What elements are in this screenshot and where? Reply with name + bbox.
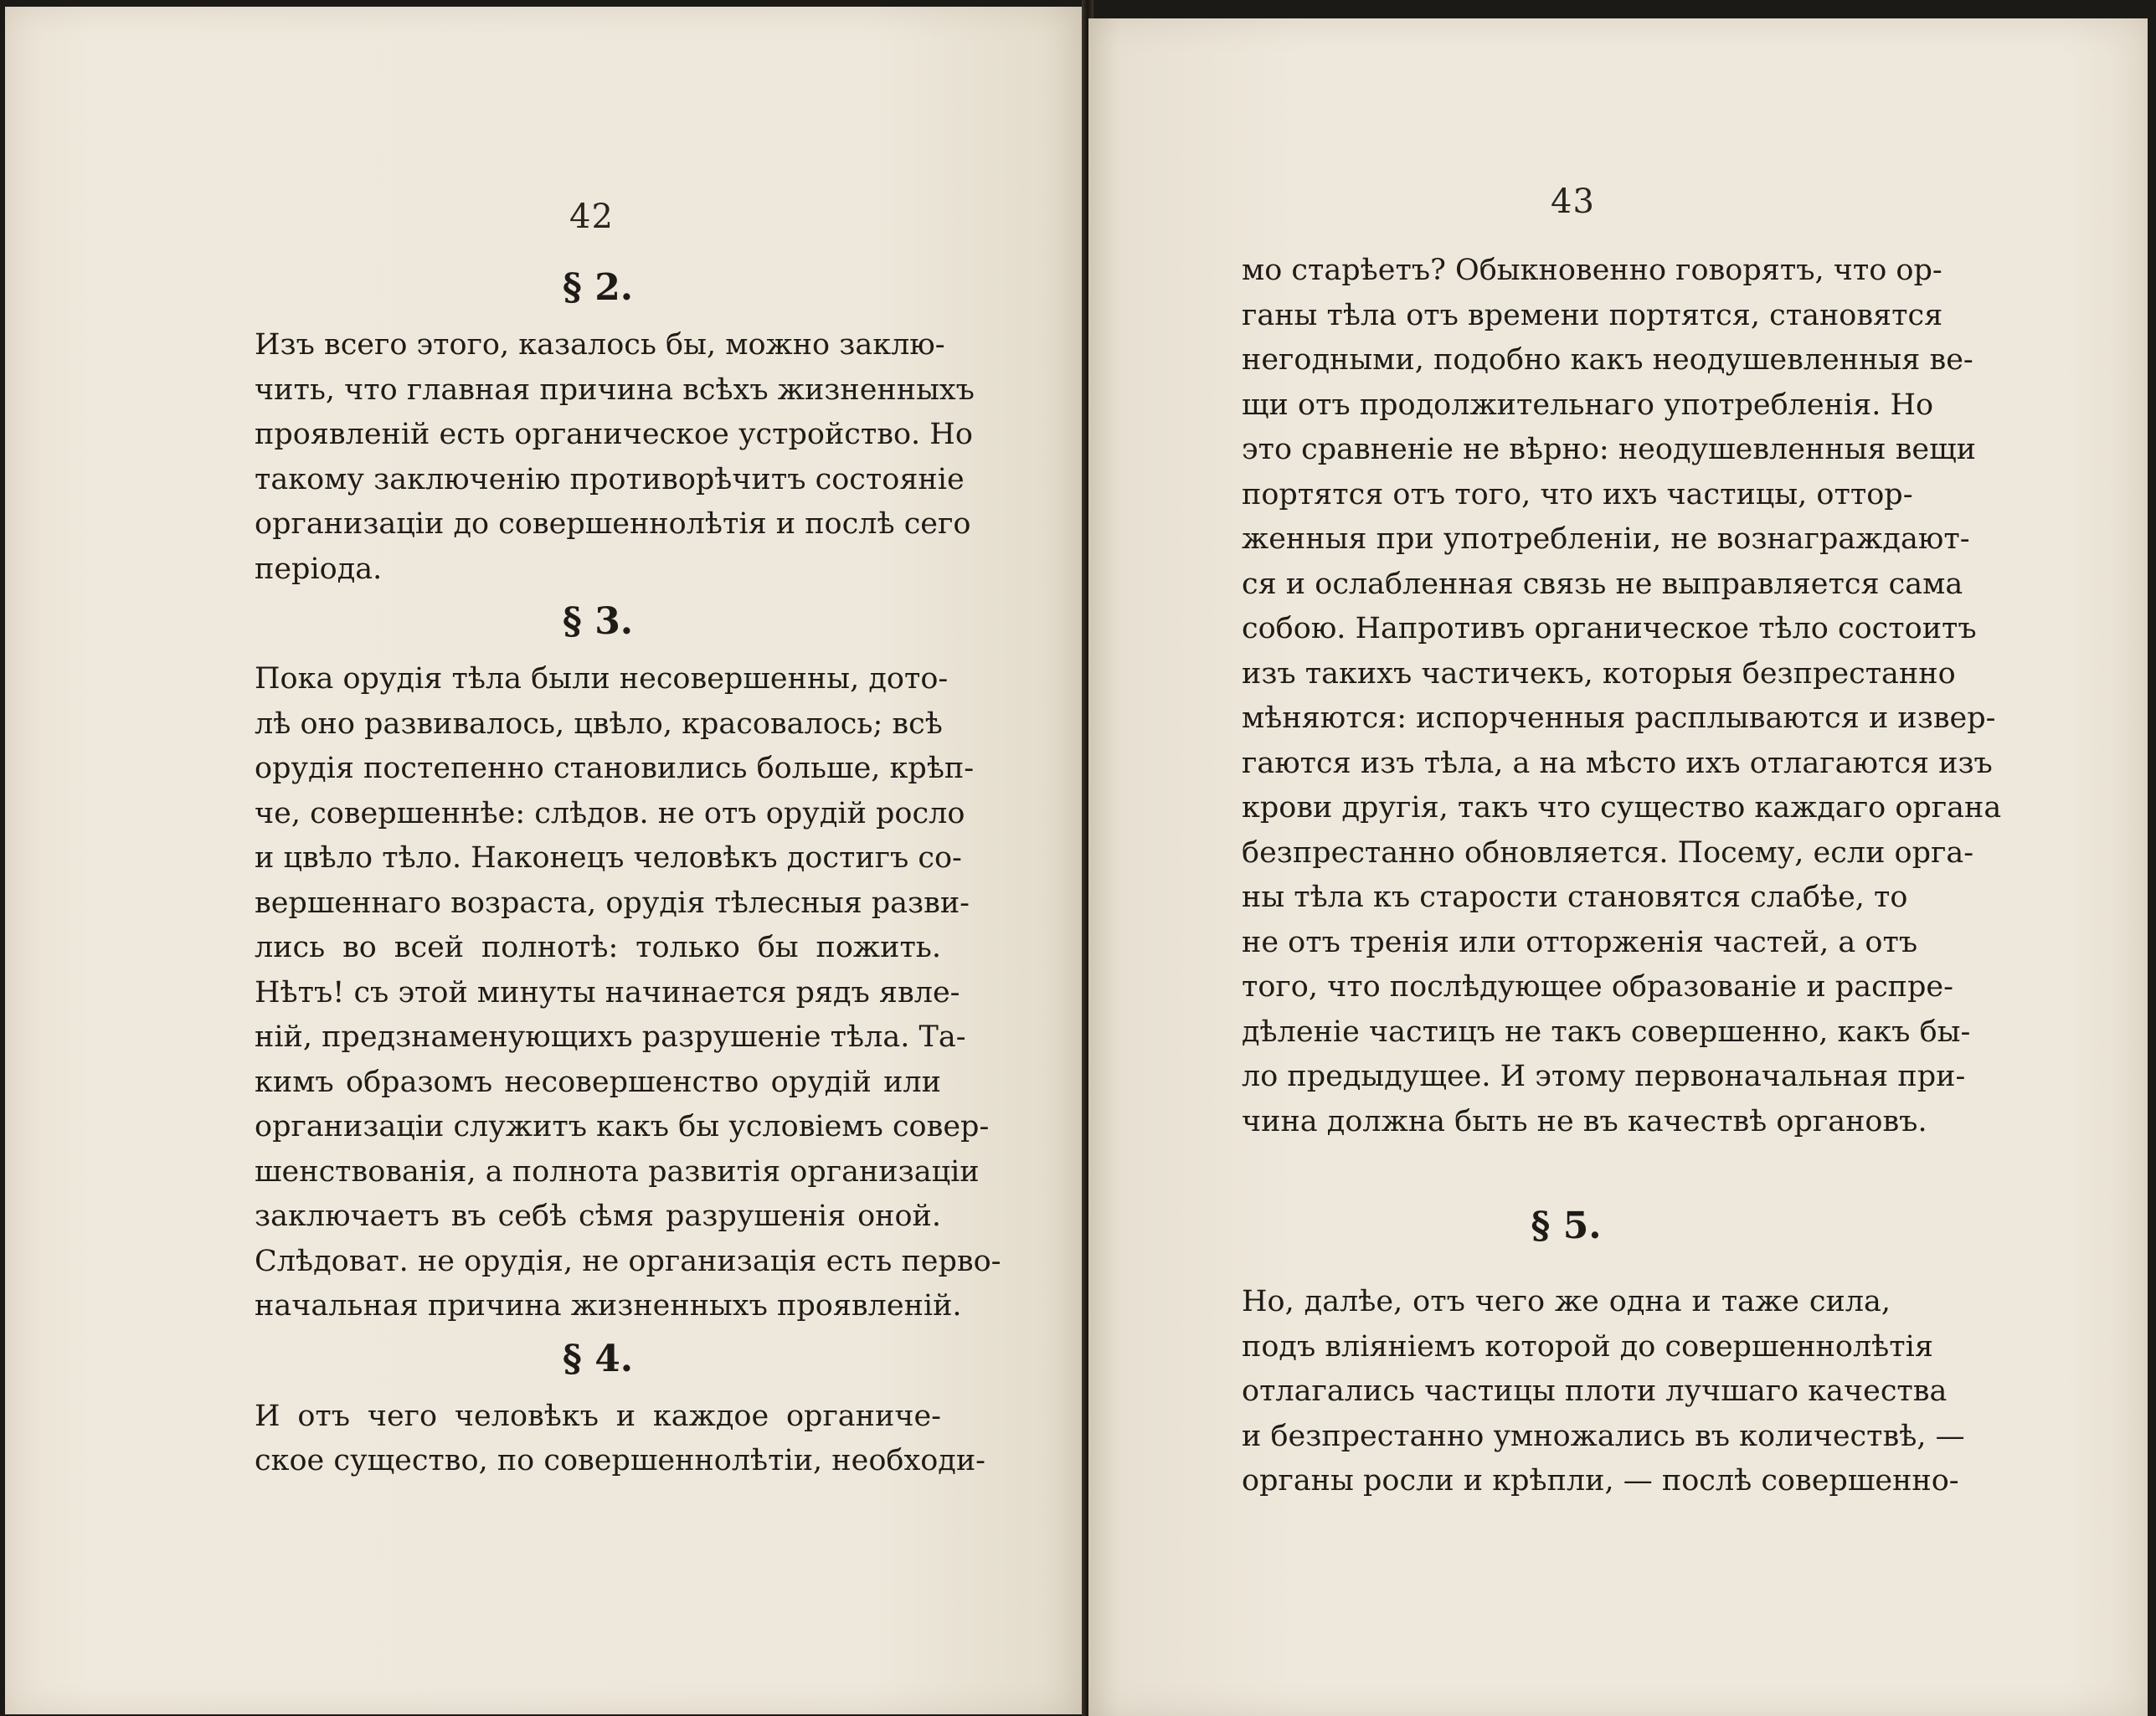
page-number: 43 (1551, 182, 1595, 221)
section-heading: § 5. (1531, 1205, 1602, 1247)
text-line: и безпрестанно умножались въ количествѣ, — (1242, 1419, 1965, 1453)
text-line: лись во всей полнотѣ: только бы пожить. (255, 931, 941, 964)
section-heading: § 4. (562, 1337, 634, 1380)
text-line: щи отъ продолжительнаго употребленія. Но (1242, 388, 1934, 422)
page-number: 42 (569, 198, 614, 236)
section-heading: § 3. (562, 600, 634, 643)
text-line: ны тѣла къ старости становятся слабѣе, то (1242, 881, 1908, 914)
text-line: такому заключенію противорѣчитъ состояніе (255, 462, 965, 496)
text-line: вершеннаго возраста, орудія тѣлесныя разви- (255, 886, 970, 920)
text-line: дѣленіе частицъ не такъ совершенно, какъ бы- (1242, 1015, 1971, 1049)
text-line: подъ вліяніемъ которой до совершеннолѣтія (1242, 1329, 1933, 1364)
right-page (1088, 18, 2148, 1716)
text-line: шенствованія, а полнота развитія организаціи (255, 1154, 980, 1189)
text-line: организаціи до совершеннолѣтія и послѣ сего (255, 507, 971, 541)
text-line: это сравненіе не вѣрно: неодушевленныя вещи (1242, 433, 1976, 466)
text-line: И отъ чего человѣкъ и каждое органиче- (255, 1399, 941, 1433)
text-line: заключаетъ въ себѣ сѣмя разрушенія оной. (255, 1200, 941, 1233)
text-line: ское существо, по совершеннолѣтіи, необходи- (255, 1444, 986, 1477)
text-line: негодными, подобно какъ неодушевленныя ве- (1242, 343, 1973, 377)
text-line: чить, что главная причина всѣхъ жизненныхъ (255, 372, 975, 407)
text-line: мѣняются: испорченныя расплываются и извер- (1242, 701, 1996, 735)
section-heading: § 2. (562, 266, 634, 309)
text-line: орудія постепенно становились больше, крѣп- (255, 752, 975, 785)
text-line: ся и ослабленная связь не выправляется сама (1242, 567, 1963, 601)
text-line: кимъ образомъ несовершенство орудій или (255, 1065, 941, 1099)
text-line: Изъ всего этого, казалось бы, можно заклю- (255, 328, 945, 362)
left-page (5, 7, 1085, 1714)
text-line: проявленій есть органическое устройство. Но (255, 418, 973, 451)
text-line: ганы тѣла отъ времени портятся, становятся (1242, 298, 1943, 332)
text-block (1242, 249, 2002, 1504)
text-line: начальная причина жизненныхъ проявленій. (255, 1289, 962, 1323)
text-line: и цвѣло тѣло. Наконецъ человѣкъ достигъ со- (255, 841, 962, 875)
text-line: періода. (255, 552, 383, 586)
text-line: че, совершеннѣе: слѣдов. не отъ орудій росло (255, 796, 965, 830)
text-line: Нѣтъ! съ этой минуты начинается рядъ явле- (255, 975, 960, 1010)
text-line: гаются изъ тѣла, а на мѣсто ихъ отлагаются изъ (1242, 746, 1993, 780)
text-line: ло предыдущее. И этому первоначальная при- (1242, 1060, 1966, 1093)
text-line: того, что послѣдующее образованіе и распре- (1242, 970, 1953, 1004)
text-line: женныя при употребленіи, не вознаграждают- (1242, 522, 1970, 556)
text-block (255, 258, 1001, 1484)
text-line: Слѣдоват. не орудія, не организація есть перво- (255, 1244, 1001, 1278)
text-line: отлагались частицы плоти лучшаго качества (1242, 1374, 1948, 1408)
text-line: портятся отъ того, что ихъ частицы, оттор- (1242, 477, 1913, 511)
text-line: безпрестанно обновляется. Посему, если орга- (1242, 835, 1974, 870)
text-line: ній, предзнаменующихъ разрушеніе тѣла. Та- (255, 1020, 966, 1054)
text-line: Но, далѣе, отъ чего же одна и таже сила, (1242, 1285, 1891, 1318)
text-line: мо старѣетъ? Обыкновенно говорятъ, что ор- (1242, 254, 1942, 287)
text-line: собою. Напротивъ органическое тѣло состоитъ (1242, 612, 1977, 645)
text-line: Пока орудія тѣла были несовершенны, дото- (255, 662, 949, 696)
text-line: лѣ оно развивалось, цвѣло, красовалось; всѣ (255, 706, 943, 741)
text-line: органы росли и крѣпли, — послѣ совершенно- (1242, 1464, 1959, 1498)
text-line: не отъ тренія или отторженія частей, а отъ (1242, 925, 1918, 959)
text-line: крови другія, такъ что существо каждаго органа (1242, 791, 2002, 825)
text-line: организаціи служитъ какъ бы условіемъ совер- (255, 1110, 990, 1143)
text-line: изъ такихъ частичекъ, которыя безпрестанно (1242, 656, 1956, 691)
text-line: чина должна быть не въ качествѣ органовъ. (1242, 1104, 1927, 1138)
